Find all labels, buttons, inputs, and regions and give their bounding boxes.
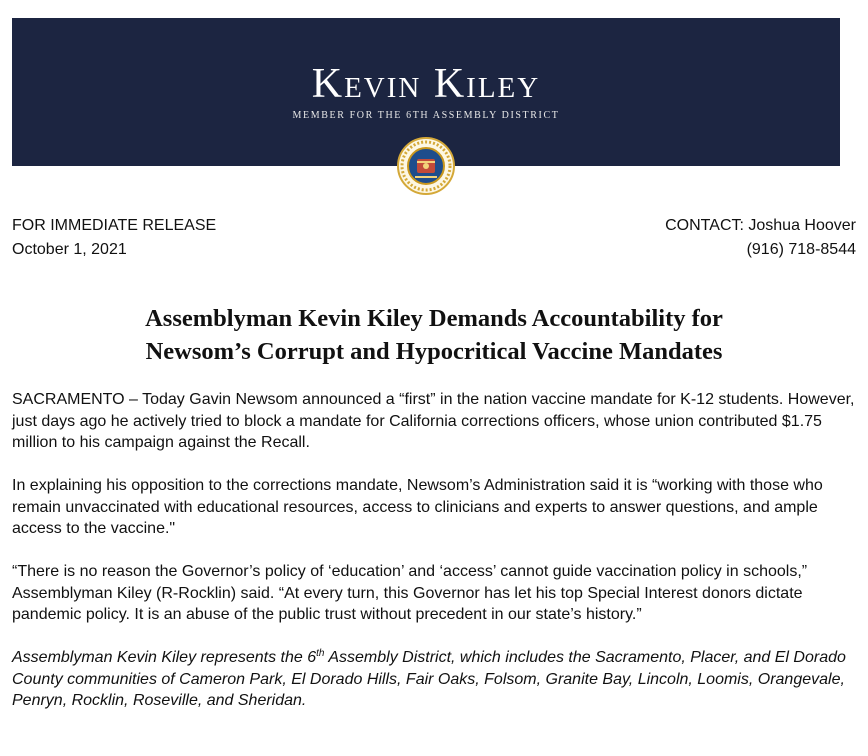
california-assembly-seal-icon: [397, 137, 455, 195]
body-paragraph: In explaining his opposition to the corrections mandate, Newsom’s Administration said it is “working with those who remain unvaccinated with educational resources, access to clinicians and experts to answer questions, and ample access to the vaccine.": [12, 477, 823, 537]
closing-ordinal-suffix: th: [316, 648, 325, 659]
closing-text-end: Assembly District, which includes the Sacramento, Placer, and El Dorado County communities of Cameron Park, El Dorado Hills, Fair Oaks, Folsom, Granite Bay, Lincoln, Loomis, Orangevale, Penryn, Rocklin, Roseville, and Sheridan.: [12, 649, 846, 709]
headline-line-1: Assemblyman Kevin Kiley Demands Accountability for: [145, 305, 723, 332]
banner-subtitle: MEMBER FOR THE 6TH ASSEMBLY DISTRICT: [292, 110, 560, 121]
closing-text-start: Assemblyman Kevin Kiley represents the 6: [12, 649, 317, 666]
body-paragraph: “There is no reason the Governor’s policy of ‘education’ and ‘access’ cannot guide vaccination policy in schools,” Assemblyman Kiley (R-Rocklin) said. “At every turn, this Governor has let his top Special Interest donors dictate pandemic policy. It is an abuse of the public trust without precedent in our state’s history.”: [12, 563, 808, 623]
closing-paragraph: [12, 647, 858, 712]
contact-phone: (916) 718-8544: [746, 241, 856, 258]
press-release-headline: [12, 302, 856, 368]
release-status: FOR IMMEDIATE RELEASE: [12, 217, 217, 234]
release-date: October 1, 2021: [12, 241, 127, 258]
contact-name: CONTACT: Joshua Hoover: [665, 217, 856, 234]
headline-line-2: Newsom’s Corrupt and Hypocritical Vaccine Mandates: [145, 338, 723, 365]
release-info: [12, 214, 216, 262]
press-release-body: [12, 389, 858, 733]
banner-title: Kevin Kiley: [311, 61, 541, 107]
contact-info: [665, 214, 856, 262]
body-paragraph: SACRAMENTO – Today Gavin Newsom announced a “first” in the nation vaccine mandate for K-12 students. However, just days ago he actively tried to block a mandate for California corrections officers, whose union contributed $1.75 million to his campaign against the Recall.: [12, 391, 855, 451]
